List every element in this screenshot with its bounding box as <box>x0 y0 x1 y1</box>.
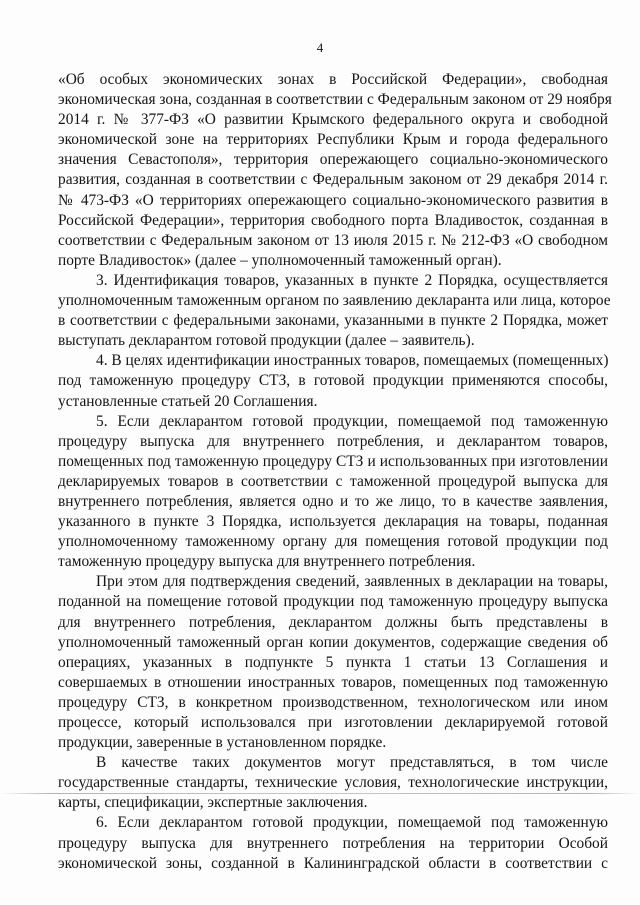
text-line: внутреннего потребления, является одно и то же лицо, то в качестве заявления, <box>58 492 608 510</box>
text-line: выступать декларантом готовой продукции (далее – заявитель). <box>58 332 475 350</box>
text-line: указанного в пункте 3 Порядка, используется декларация на товары, поданная <box>58 513 608 531</box>
text-line: 2014 г. № 377-ФЗ «О развитии Крымского федерального округа и свободной <box>58 111 608 129</box>
text-line: 4. В целях идентификации иностранных товаров, помещаемых (помещенных) <box>96 352 609 370</box>
text-line: государственные стандарты, технические условия, технологические инструкции, <box>58 774 608 792</box>
text-line: 5. Если декларантом готовой продукции, помещаемой под таможенную <box>96 412 608 430</box>
paragraph-5-documents <box>58 753 608 813</box>
text-line: Российской Федерации», территория свободного порта Владивосток, созданная в <box>58 211 608 229</box>
text-line: процедуру выпуска для внутреннего потребления, и декларантом товаров, <box>58 432 608 450</box>
text-line: в соответствии с федеральными законами, указанными в пункте 2 Порядка, может <box>58 312 608 330</box>
text-line: № 473-ФЗ «О территориях опережающего социально-экономического развития в <box>58 191 608 209</box>
text-line: таможенную процедуру выпуска для внутреннего потребления. <box>58 553 476 571</box>
text-line: под таможенную процедуру СТЗ, в готовой продукции применяются способы, <box>58 372 608 390</box>
text-line: «Об особых экономических зонах в Российской Федерации», свободная <box>58 71 608 88</box>
text-line: декларируемых товаров в соответствии с таможенной процедурой выпуска для <box>58 472 608 490</box>
scan-artifact-line <box>0 793 640 794</box>
text-line: продукции, заверенные в установленном порядке. <box>58 734 387 752</box>
text-line: экономической зоне на территориях Республики Крым и города федерального <box>58 131 608 149</box>
paragraph-5-confirmation <box>58 572 608 753</box>
text-line: порте Владивосток» (далее – уполномоченный таможенный орган). <box>58 251 502 269</box>
text-line: значения Севастополя», территория опережающего социально-экономического <box>58 151 608 169</box>
text-line: При этом для подтверждения сведений, заявленных в декларации на товары, <box>96 573 608 591</box>
text-line: совершаемых в отношении иностранных товаров, помещенных под таможенную <box>58 673 608 691</box>
paragraph-continuation <box>58 70 612 271</box>
document-body <box>58 70 612 874</box>
text-line: карты, спецификации, экспертные заключения. <box>58 794 368 812</box>
text-line: процедуру СТЗ, в конкретном производственном, технологическом или ином <box>58 693 608 711</box>
text-line: установленные статьей 20 Соглашения. <box>58 392 318 410</box>
text-line: процессе, который использовался при изготовлении декларируемой готовой <box>58 714 608 731</box>
page-number: 4 <box>316 40 324 55</box>
text-line: процедуру выпуска для внутреннего потребления на территории Особой <box>58 834 608 852</box>
text-line: уполномоченный таможенный орган копии документов, содержащие сведения об <box>58 633 608 651</box>
text-line: поданной на помещение готовой продукции под таможенную процедуру выпуска <box>58 593 608 611</box>
paragraph-3 <box>58 271 611 351</box>
text-line: уполномоченным таможенным органом по заявлению декларанта или лица, которое <box>58 292 611 310</box>
text-line: операциях, указанных в подпункте 5 пункта 1 статьи 13 Соглашения и <box>58 653 608 671</box>
text-line: В качестве таких документов могут представляться, в том числе <box>96 754 608 772</box>
text-line: 6. Если декларантом готовой продукции, помещаемой под таможенную <box>96 814 608 832</box>
text-line: 3. Идентификация товаров, указанных в пункте 2 Порядка, осуществляется <box>96 271 608 289</box>
text-line: экономической зоны, созданной в Калининградской области в соответствии с <box>58 854 608 872</box>
text-line: развития, созданная в соответствии с Федеральным законом от 29 декабря 2014 г. <box>58 171 608 189</box>
text-line: для внутреннего потребления, декларантом должны быть представлены в <box>58 613 608 631</box>
text-line: экономическая зона, созданная в соответствии с Федеральным законом от 29 ноября <box>58 91 612 109</box>
text-line: соответствии с Федеральным законом от 13 июля 2015 г. № 212-ФЗ «О свободном <box>58 231 608 249</box>
text-line: помещенных под таможенную процедуру СТЗ и использованных при изготовлении <box>58 452 608 470</box>
paragraph-5 <box>58 412 608 573</box>
paragraph-6 <box>58 813 608 873</box>
text-line: уполномоченному таможенному органу для помещения готовой продукции под <box>58 533 608 551</box>
paragraph-4 <box>58 351 608 411</box>
